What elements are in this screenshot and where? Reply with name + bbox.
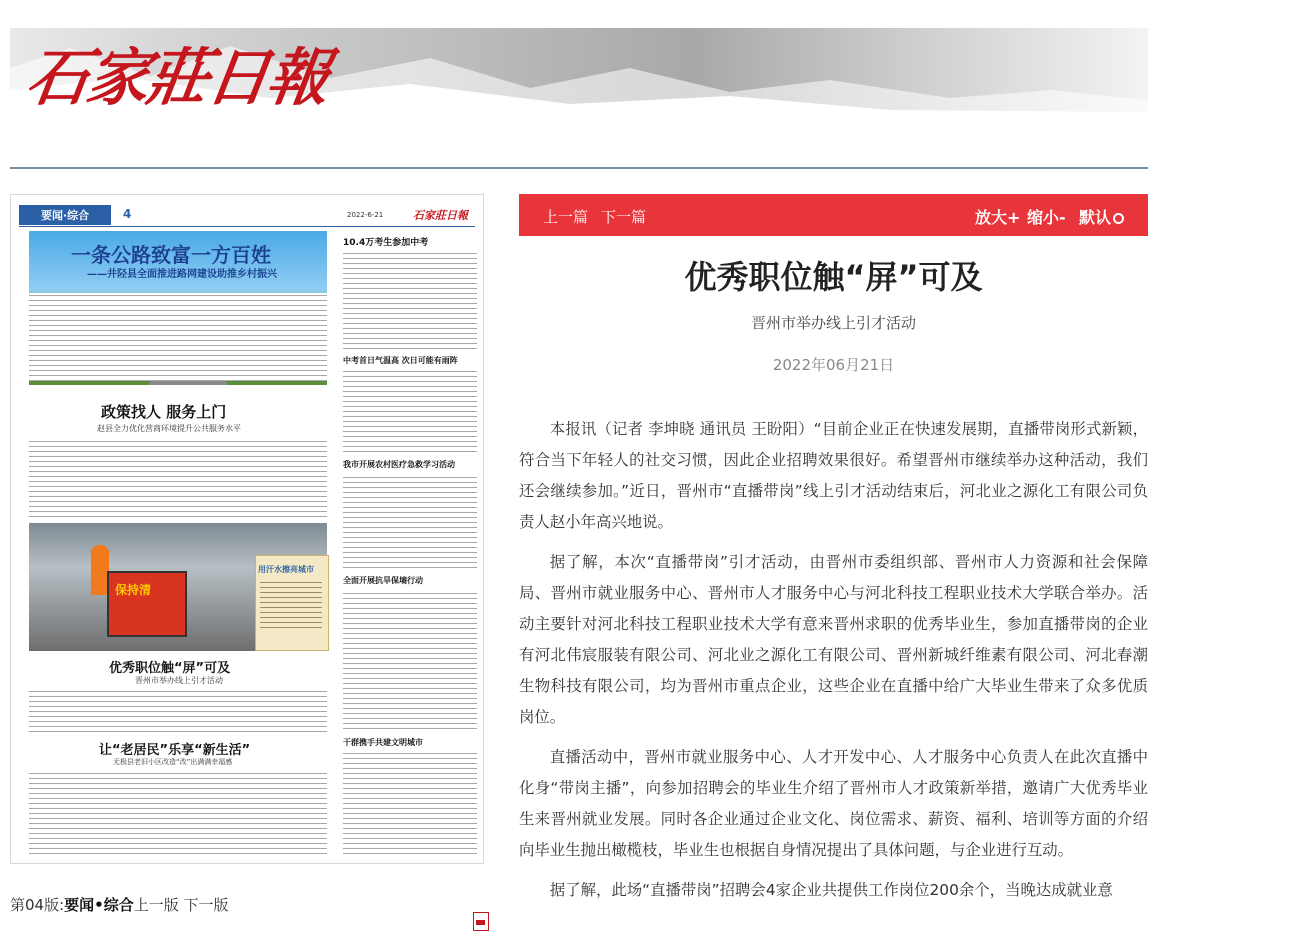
next-edition-link[interactable]: 下一版 — [183, 896, 229, 914]
edition-label: 第04版: — [10, 896, 65, 914]
newspaper-page-image[interactable] — [10, 194, 484, 864]
paper-subheadline-residents: 无极县老旧小区改造“改”出满满幸福感 — [113, 758, 233, 766]
paper-headline-road[interactable]: 一条公路致富一方百姓 — [71, 243, 271, 267]
paper-headline-drought[interactable]: 全面开展抗旱保墒行动 — [343, 576, 423, 585]
article-body — [519, 414, 1148, 915]
paper-top-rule — [19, 226, 475, 227]
paper-section-label: 要闻·综合 — [41, 209, 90, 222]
paper-headline-exam[interactable]: 10.4万考生参加中考 — [343, 238, 429, 248]
paper-subheadline-jobs: 晋州市举办线上引才活动 — [135, 676, 223, 685]
masthead-logo: 石家莊日報 — [22, 41, 333, 114]
article-title: 优秀职位触“屏”可及 — [684, 258, 983, 296]
paper-page-number: 4 — [123, 207, 132, 221]
masthead — [10, 0, 1148, 170]
paper-headline-residents[interactable]: 让“老居民”乐享“新生活” — [99, 743, 251, 758]
prev-article-link[interactable]: 上一篇 — [543, 208, 589, 226]
page-edition-nav — [10, 894, 229, 915]
paper-date: 2022-6-21 — [347, 211, 384, 219]
article-paragraph: 据了解，本次“直播带岗”引才活动，由晋州市委组织部、晋州市人力资源和社会保障局、晋州市就业服务中心、晋州市人才服务中心与河北科技工程职业技术大学联合举办。活动主要针对河北科技工程职业技术大学有意来晋州求职的优秀毕业生，参加直播带岗的企业有河北伟宸服装有限公司、河北业之源化工有限公司、晋州新城纤维素有限公司、河北春潮生物科技有限公司，均为晋州市重点企业，这些企业在直播中给广大毕业生带来了众多优质岗位。 — [519, 553, 1148, 726]
paper-subheadline-policy: 赵县全力优化营商环境提升公共服务水平 — [97, 424, 241, 433]
paper-headline-weather[interactable]: 中考首日气温高 次日可能有雨阵 — [343, 356, 458, 365]
paper-subheadline-road: ——井陉县全面推进路网建设助推乡村振兴 — [87, 269, 277, 280]
paper-headline-policy[interactable]: 政策找人 服务上门 — [101, 403, 227, 421]
article-paragraph: 直播活动中，晋州市就业服务中心、人才开发中心、人才服务中心负责人在此次直播中化身“带岗主播”，向参加招聘会的毕业生介绍了晋州市人才政策新举措，邀请广大优秀毕业生来晋州就业发展。同时各企业通过企业文化、岗位需求、薪资、福利、培训等方面的介绍向毕业生抛出橄榄枝，毕业生也根据自身情况提出了具体问题，与企业进行互动。 — [519, 748, 1148, 859]
photo-caption-title: 用汗水擦亮城市 — [258, 565, 314, 574]
paper-logo: 石家莊日報 — [413, 209, 468, 222]
cart-text: 保持清 — [115, 583, 152, 597]
prev-edition-link[interactable]: 上一版 — [133, 896, 179, 914]
default-size-label: 默认 — [1079, 208, 1112, 227]
pdf-icon[interactable] — [473, 912, 489, 931]
edition-section: 要闻•综合 — [64, 896, 134, 914]
zoom-in-button[interactable]: 放大+ — [975, 208, 1021, 227]
article-subtitle: 晋州市举办线上引才活动 — [750, 314, 916, 332]
cleaning-cart — [107, 571, 187, 637]
reset-icon — [1113, 213, 1124, 224]
article-date: 2022年06月21日 — [772, 356, 895, 374]
article-toolbar — [519, 194, 1148, 236]
photo-caption-box — [255, 555, 329, 651]
paper-headline-jobs[interactable]: 优秀职位触“屏”可及 — [109, 661, 231, 676]
paper-headline-medical[interactable]: 我市开展农村医疗急救学习活动 — [343, 460, 455, 469]
article-paragraph: 本报讯（记者 李坤晓 通讯员 王盼阳）“目前企业正在快速发展期，直播带岗形式新颖，符合当下年轻人的社交习惯，因此企业招聘效果很好。希望晋州市继续举办这种活动，我们还会继续参加。”近日，晋州市“直播带岗”线上引才活动结束后，河北业之源化工有限公司负责人赵小年高兴地说。 — [519, 420, 1148, 531]
article-paragraph: 据了解，此场“直播带岗”招聘会4家企业共提供工作岗位200余个，当晚达成就业意 — [549, 881, 1113, 899]
next-article-link[interactable]: 下一篇 — [601, 208, 647, 226]
masthead-divider — [10, 167, 1148, 169]
zoom-out-button[interactable]: 缩小- — [1027, 208, 1066, 227]
paper-headline-civility[interactable]: 干群携手共建文明城市 — [343, 738, 423, 747]
default-size-button[interactable] — [1079, 205, 1124, 228]
